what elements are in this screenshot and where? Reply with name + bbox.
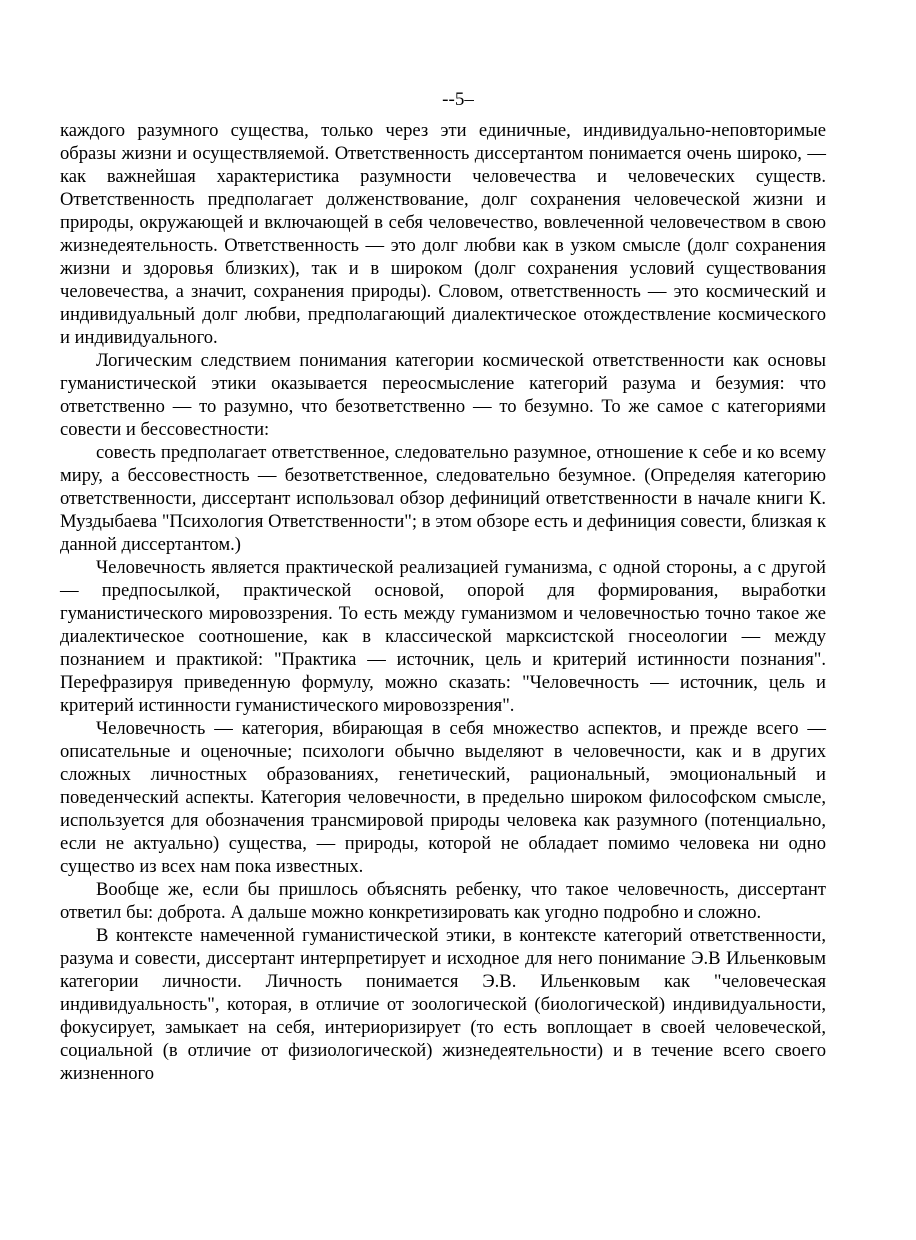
paragraph-7: В контексте намеченной гуманистической этики, в контексте категорий ответственности, разума и совести, диссертант интерпретирует и исходное для него понимание Э.В Ильенковым категории личности. Личность понимается Э.В. Ильенковым как "человеческая индивидуальность", которая, в отличие от зоологической (биологической) индивидуальности, фокусирует, замыкает на себя, интериоризирует (то есть воплощает в своей человеческой, социальной (в отличие от физиологической) жизнедеятельности) и в течение всего своего жизненного bbox=[60, 925, 826, 1084]
paragraph-3: совесть предполагает ответственное, следовательно разумное, отношение к себе и ко всему миру, а бессовестность — безответственное, следовательно безумное. (Определяя категорию ответственности, диссертант использовал обзор дефиниций ответственности в начале книги К. Муздыбаева "Психология Ответственности"; в этом обзоре есть и дефиниция совести, близкая к данной диссертантом.) bbox=[60, 442, 826, 555]
page-number: --5– bbox=[442, 89, 474, 110]
paragraph-1: каждого разумного существа, только через эти единичные, индивидуально-неповторимые образы жизни и осуществляемой. Ответственность диссертантом понимается очень широко, — как важнейшая характеристика разумности человечества и человеческих существ. Ответственность предполагает долженствование, долг сохранения человеческой жизни и природы, окружающей и включающей в себя человечество, вовлеченной человечеством в свою жизнедеятельность. Ответственность — это долг любви как в узком смысле (долг сохранения жизни и здоровья близких), так и в широком (долг сохранения условий существования человечества, а значит, сохранения природы). Словом, ответственность — это космический и индивидуальный долг любви, предполагающий диалектическое отождествление космического и индивидуального. bbox=[60, 120, 826, 348]
paragraph-2: Логическим следствием понимания категории космической ответственности как основы гуманистической этики оказывается переосмысление категорий разума и безумия: что ответственно — то разумно, что безответственно — то безумно. То же самое с категориями совести и бессовестности: bbox=[60, 350, 826, 440]
paragraph-4: Человечность является практической реализацией гуманизма, с одной стороны, а с другой — предпосылкой, практической основой, опорой для формирования, выработки гуманистического мировоззрения. То есть между гуманизмом и человечностью точно такое же диалектическое соотношение, как в классической марксистской гносеологии — между познанием и практикой: "Практика — источник, цель и критерий истинности познания". Перефразируя приведенную формулу, можно сказать: "Человечность — источник, цель и критерий истинности гуманистического мировоззрения". bbox=[60, 557, 826, 716]
paragraph-5: Человечность — категория, вбирающая в себя множество аспектов, и прежде всего — описательные и оценочные; психологи обычно выделяют в человечности, как и в других сложных личностных образованиях, генетический, рациональный, эмоциональный и поведенческий аспекты. Категория человечности, в предельно широком философском смысле, используется для обозначения трансмировой природы человека как разумного (потенциально, если не актуально) существа, — природы, которой не обладает помимо человека ни одно существо из всех нам пока известных. bbox=[60, 718, 826, 877]
paragraph-6: Вообще же, если бы пришлось объяснять ребенку, что такое человечность, диссертант ответил бы: доброта. А дальше можно конкретизировать как угодно подробно и сложно. bbox=[60, 879, 826, 923]
document-body bbox=[60, 119, 826, 1085]
